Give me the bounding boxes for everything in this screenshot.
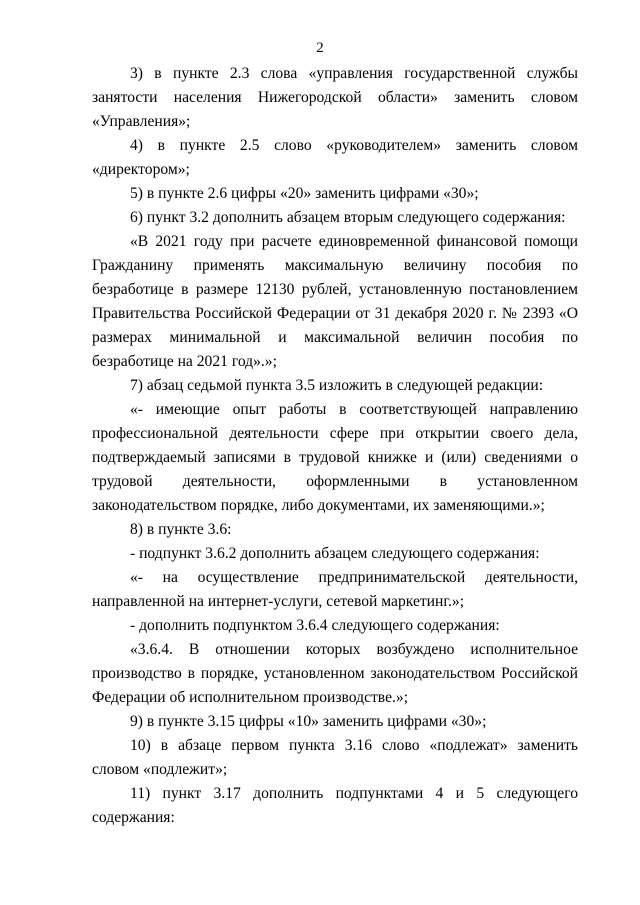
paragraph-5: 5) в пункте 2.6 цифры «20» заменить цифрами «30»; [130, 185, 479, 202]
paragraph-7: 7) абзац седьмой пункта 3.5 изложить в следующей редакции: [130, 377, 544, 394]
paragraph-8-sub-2: - дополнить подпунктом 3.6.4 следующего содержания: [130, 617, 500, 634]
page-number: 2 [316, 40, 324, 56]
paragraph-8-sub-1: - подпункт 3.6.2 дополнить абзацем следующего содержания: [130, 545, 540, 562]
paragraph-11: 11) пункт 3.17 дополнить подпунктами 4 и 5 следующего содержания: [92, 785, 578, 826]
paragraph-8-sub-2-quote: «3.6.4. В отношении которых возбуждено исполнительное производство в порядке, установленном законодательством Российской Федерации об исполнительном производстве.»; [92, 641, 578, 706]
paragraph-4: 4) в пункте 2.5 слово «руководителем» заменить словом «директором»; [92, 137, 578, 178]
paragraph-7-quote: «- имеющие опыт работы в соответствующей направлению профессиональной деятельности сфере при открытии своего дела, подтверждаемый записями в трудовой книжке и (или) сведениями о трудовой деятельности, оформленными в установленном законодательством порядке, либо документами, их заменяющими.»; [92, 401, 578, 514]
paragraph-9: 9) в пункте 3.15 цифры «10» заменить цифрами «30»; [130, 713, 487, 730]
paragraph-8-sub-1-quote: «- на осуществление предпринимательской деятельности, направленной на интернет-услуги, сетевой маркетинг.»; [92, 569, 578, 610]
paragraph-8: 8) в пункте 3.6: [130, 521, 232, 538]
paragraph-6-quote: «В 2021 году при расчете единовременной финансовой помощи Гражданину применять максимальную величину пособия по безработице в размере 12130 рублей, установленную постановлением Правительства Российской Федерации от 31 декабря 2020 г. № 2393 «О размерах минимальной и максимальной величин пособия по безработице на 2021 год».»; [92, 233, 578, 370]
paragraph-6: 6) пункт 3.2 дополнить абзацем вторым следующего содержания: [130, 209, 566, 226]
document-body [92, 62, 578, 830]
paragraph-3: 3) в пункте 2.3 слова «управления государственной службы занятости населения Нижегородской области» заменить словом «Управления»; [92, 65, 578, 130]
paragraph-10: 10) в абзаце первом пункта 3.16 слово «подлежат» заменить словом «подлежит»; [92, 737, 578, 778]
